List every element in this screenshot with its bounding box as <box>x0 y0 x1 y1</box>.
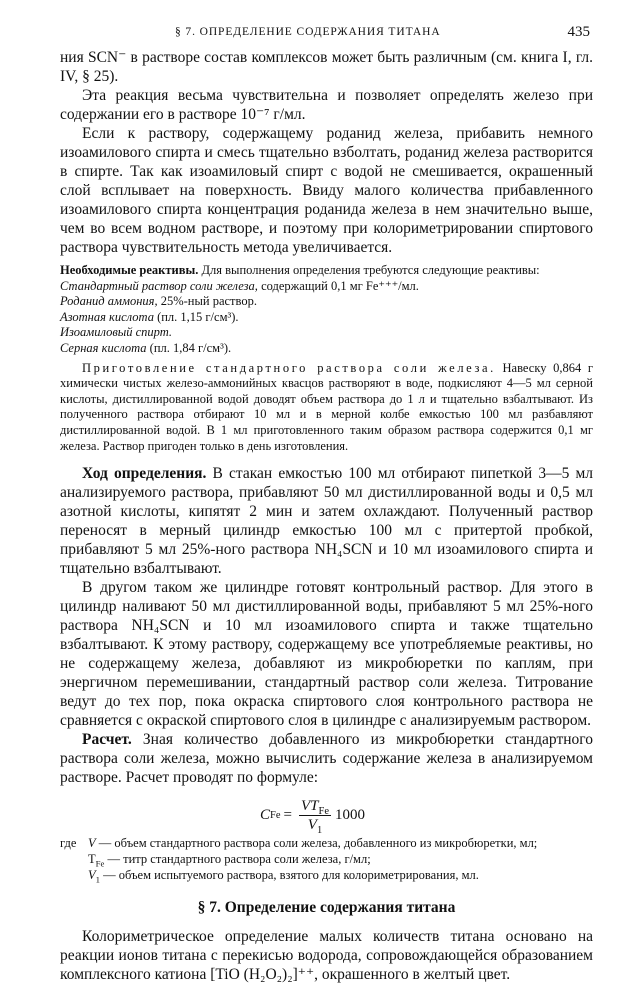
reagents-list <box>60 279 593 357</box>
procedure-paragraph <box>60 464 593 578</box>
reagent-name: Азотная кислота <box>60 309 154 324</box>
preparation-text: Навеску 0,864 г химически чистых железо-аммонийных квасцов растворяют в воде, подкисляют 4—5 мл серной кислоты, дистиллированной водой доводят объем раствора до 1 л и тщательно взбалтывают. Из полученного раствора отбирают 10 мл и в мерной колбе емкостью 100 мл разбавляют дистиллированной водой. В 1 мл приготовленного таким образом раствора содержится 0,1 мг железа. Раствор пригоден только в день изготовления. <box>60 360 593 453</box>
reagent-name: Серная кислота <box>60 340 147 355</box>
calculation-paragraph <box>60 730 593 787</box>
reagent-name: Изоамиловый спирт. <box>60 325 173 340</box>
legend-symbol: V <box>88 836 96 851</box>
reagent-desc: (пл. 1,84 г/см³). <box>149 340 232 355</box>
page-header <box>60 22 593 48</box>
formula-denominator: V <box>307 817 317 834</box>
calculation-title: Расчет. <box>82 731 132 749</box>
reagents-title: Необходимые реактивы. <box>60 263 199 277</box>
reagents-intro: Для выполнения определения требуются следующие реактивы: <box>201 263 540 277</box>
legend-item <box>88 867 593 883</box>
where-word: где <box>60 836 77 851</box>
legend-symbol-sub: Fe <box>95 858 105 869</box>
formula-numerator: VT <box>300 798 319 815</box>
reagent-name: Стандартный раствор соли железа, <box>60 278 258 293</box>
reagent-desc: 25%-ный раствор. <box>160 294 257 309</box>
legend-symbol: T <box>88 852 96 867</box>
legend-symbol-sub: 1 <box>95 874 101 885</box>
reagent-desc: содержащий 0,1 мг Fe⁺⁺⁺/мл. <box>261 278 419 293</box>
legend-item <box>88 851 593 867</box>
formula-lhs: C <box>260 807 271 824</box>
legend-item <box>88 835 593 851</box>
procedure-text: В стакан емкостью 100 мл отбирают пипеткой 3—5 мл анализируемого раствора, прибавляют 50 мл дистиллированной воды и 0,5 мл азотной кислоты, кипятят 2 мин и затем охлаждают. Полученный раствор переносят в мерный цилиндр емкостью 100 мл с притертой пробкой, прибавляют 5 мл 25%-ного раствора NH₄SCN и 10 мл изоамилового спирта и тщательно взбалтывают. <box>60 465 594 578</box>
book-page <box>60 22 593 984</box>
paragraph-1: ния SCN⁻ в растворе состав комплексов может быть различным (см. книга I, гл. IV, § 25). <box>60 49 593 85</box>
paragraph-3: Если к раствору, содержащему роданид железа, прибавить немного изоамилового спирта и смесь тщательно взболтать, роданид железа растворится в спирте. Так как изоамиловый спирт с водой не смешивается, окрашенный слой всплывает на поверхность. Ввиду малого количества прибавленного изоамилового спирта концентрация роданида железа в нем значительно выше, чем во всем водном растворе, и поэтому при колориметрировании спиртового раствора чувствительность метода увеличивается. <box>60 125 593 256</box>
legend-text: — объем стандартного раствора соли железа, добавленного из микробюретки, мл; <box>98 836 538 851</box>
formula-legend <box>60 835 593 883</box>
reagent-name: Роданид аммония, <box>60 294 158 309</box>
formula-factor: 1000 <box>335 807 365 824</box>
formula-fraction <box>299 797 331 837</box>
reagent-item <box>60 341 593 357</box>
section-heading: § 7. Определение содержания титана <box>197 899 456 917</box>
control-paragraph: В другом таком же цилиндре готовят контрольный раствор. Для этого в цилиндр наливают 50 мл дистиллированной воды, прибавляют 5 мл 25%-ного раствора NH₄SCN и 10 мл изоамилового спирта и также тщательно взбалтывают. К этому раствору, содержащему все употребляемые реактивы, но не содержащему железа, добавляют из микробюретки по каплям, при энергичном перемешивании, стандартный раствор соли железа. Титрование ведут до тех пор, пока окраска спиртового слоя контрольного раствора не сравняется с окраской спиртового слоя в цилиндре с анализируемым раствором. <box>60 579 593 730</box>
reagent-desc: (пл. 1,15 г/см³). <box>157 309 239 324</box>
paragraph-2: Эта реакция весьма чувствительна и позволяет определять железо при содержании его в растворе 10⁻⁷ г/мл. <box>60 87 593 123</box>
formula-denominator-sub: 1 <box>316 825 323 837</box>
final-paragraph: Колориметрическое определение малых количеств титана основано на реакции ионов титана с перекисью водорода, сопровождающейся образованием комплексного катиона [TiO (H₂O₂)₂]⁺⁺, окрашенного в желтый цвет. <box>60 928 593 984</box>
formula: C Fe = $\frac{VT_{Fe}}{V_1}$ 1000 <box>260 798 365 837</box>
legend-text: — объем испытуемого раствора, взятого для колориметрирования, мл. <box>103 868 479 883</box>
reagent-item <box>60 279 593 295</box>
calculation-text: Зная количество добавленного из микробюретки стандартного раствора соли железа, можно вычислить содержание железа в анализируемом растворе. Расчет проводят по формуле: <box>60 731 594 787</box>
formula-numerator-sub: Fe <box>318 806 329 818</box>
legend-symbol: V <box>88 868 96 883</box>
preparation-title: Приготовление стандартного раствора соли железа. <box>82 360 496 375</box>
reagent-item <box>60 310 593 326</box>
legend-text: — титр стандартного раствора соли железа, г/мл; <box>107 852 371 867</box>
preparation-paragraph <box>60 361 593 455</box>
running-head: § 7. ОПРЕДЕЛЕНИЕ СОДЕРЖАНИЯ ТИТАНА <box>175 26 441 38</box>
reagents-heading <box>60 263 593 279</box>
procedure-title: Ход определения. <box>82 465 207 483</box>
reagent-item <box>60 325 593 341</box>
reagent-item <box>60 294 593 310</box>
page-number: 435 <box>567 24 590 40</box>
formula-equals: = <box>283 807 292 824</box>
